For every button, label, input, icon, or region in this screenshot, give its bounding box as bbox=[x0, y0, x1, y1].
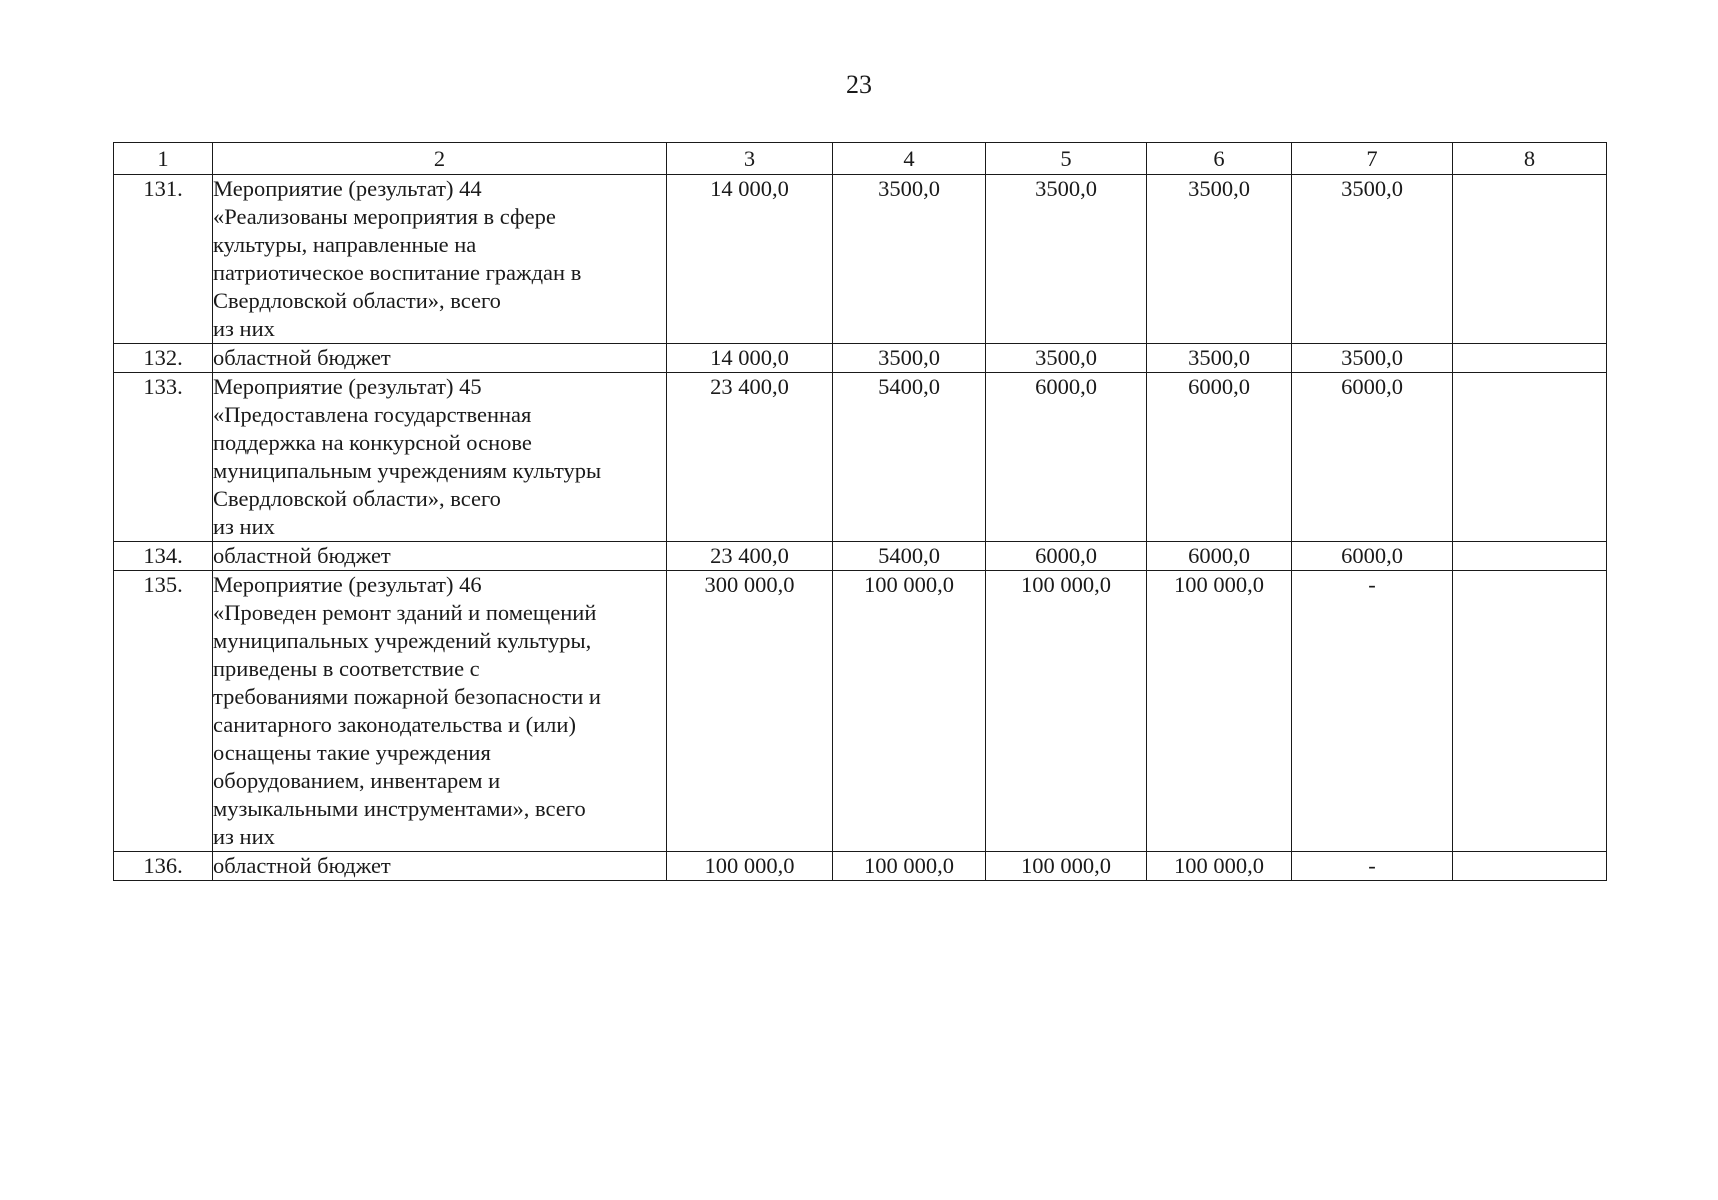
table-row bbox=[114, 175, 1607, 344]
title-line: муниципальным учреждениям культуры bbox=[213, 458, 602, 483]
row-number: 131. bbox=[114, 175, 213, 344]
budget-table bbox=[113, 142, 1607, 881]
column-number-header-row bbox=[114, 143, 1607, 175]
table-row bbox=[114, 852, 1607, 881]
title-line: патриотическое воспитание граждан в bbox=[213, 260, 582, 285]
title-line: оборудованием, инвентарем и bbox=[213, 768, 501, 793]
value-col-5: 3500,0 bbox=[986, 344, 1147, 373]
title-line: из них bbox=[213, 316, 275, 341]
value-col-8 bbox=[1453, 571, 1607, 852]
column-header: 5 bbox=[986, 143, 1147, 175]
row-title bbox=[213, 373, 667, 542]
value-col-6: 3500,0 bbox=[1147, 175, 1292, 344]
value-col-6: 6000,0 bbox=[1147, 542, 1292, 571]
value-col-8 bbox=[1453, 344, 1607, 373]
value-col-3: 14 000,0 bbox=[667, 344, 833, 373]
column-header: 4 bbox=[833, 143, 986, 175]
column-header: 7 bbox=[1292, 143, 1453, 175]
value-col-7: - bbox=[1292, 571, 1453, 852]
value-col-3: 23 400,0 bbox=[667, 542, 833, 571]
row-title: областной бюджет bbox=[213, 852, 667, 881]
title-line: из них bbox=[213, 514, 275, 539]
value-col-3: 300 000,0 bbox=[667, 571, 833, 852]
column-header: 3 bbox=[667, 143, 833, 175]
value-col-3: 14 000,0 bbox=[667, 175, 833, 344]
row-number: 136. bbox=[114, 852, 213, 881]
value-col-8 bbox=[1453, 542, 1607, 571]
column-header: 6 bbox=[1147, 143, 1292, 175]
title-line: Мероприятие (результат) 45 bbox=[213, 374, 482, 399]
value-col-5: 6000,0 bbox=[986, 373, 1147, 542]
title-line: Мероприятие (результат) 44 bbox=[213, 176, 482, 201]
value-col-8 bbox=[1453, 373, 1607, 542]
value-col-7: 3500,0 bbox=[1292, 344, 1453, 373]
value-col-4: 100 000,0 bbox=[833, 852, 986, 881]
title-line: Мероприятие (результат) 46 bbox=[213, 572, 482, 597]
value-col-5: 100 000,0 bbox=[986, 852, 1147, 881]
title-line: поддержка на конкурсной основе bbox=[213, 430, 532, 455]
row-number: 132. bbox=[114, 344, 213, 373]
column-header: 1 bbox=[114, 143, 213, 175]
row-title bbox=[213, 571, 667, 852]
row-title bbox=[213, 175, 667, 344]
table-row bbox=[114, 571, 1607, 852]
value-col-4: 3500,0 bbox=[833, 175, 986, 344]
title-line: «Реализованы мероприятия в сфере bbox=[213, 204, 556, 229]
value-col-6: 3500,0 bbox=[1147, 344, 1292, 373]
value-col-7: 6000,0 bbox=[1292, 373, 1453, 542]
title-line: из них bbox=[213, 824, 275, 849]
row-number: 133. bbox=[114, 373, 213, 542]
value-col-8 bbox=[1453, 852, 1607, 881]
title-line: Свердловской области», всего bbox=[213, 288, 501, 313]
row-title: областной бюджет bbox=[213, 542, 667, 571]
value-col-5: 100 000,0 bbox=[986, 571, 1147, 852]
title-line: «Проведен ремонт зданий и помещений bbox=[213, 600, 597, 625]
title-line: санитарного законодательства и (или) bbox=[213, 712, 576, 737]
table-row bbox=[114, 344, 1607, 373]
value-col-6: 100 000,0 bbox=[1147, 852, 1292, 881]
value-col-3: 23 400,0 bbox=[667, 373, 833, 542]
title-line: приведены в соответствие с bbox=[213, 656, 480, 681]
row-title: областной бюджет bbox=[213, 344, 667, 373]
column-header: 8 bbox=[1453, 143, 1607, 175]
value-col-4: 3500,0 bbox=[833, 344, 986, 373]
table-row bbox=[114, 542, 1607, 571]
title-line: музыкальными инструментами», всего bbox=[213, 796, 586, 821]
title-line: оснащены такие учреждения bbox=[213, 740, 491, 765]
table-row bbox=[114, 373, 1607, 542]
column-header: 2 bbox=[213, 143, 667, 175]
row-number: 135. bbox=[114, 571, 213, 852]
value-col-4: 5400,0 bbox=[833, 542, 986, 571]
value-col-5: 6000,0 bbox=[986, 542, 1147, 571]
value-col-4: 5400,0 bbox=[833, 373, 986, 542]
title-line: «Предоставлена государственная bbox=[213, 402, 532, 427]
value-col-7: 3500,0 bbox=[1292, 175, 1453, 344]
value-col-6: 100 000,0 bbox=[1147, 571, 1292, 852]
value-col-4: 100 000,0 bbox=[833, 571, 986, 852]
value-col-3: 100 000,0 bbox=[667, 852, 833, 881]
row-number: 134. bbox=[114, 542, 213, 571]
title-line: Свердловской области», всего bbox=[213, 486, 501, 511]
value-col-5: 3500,0 bbox=[986, 175, 1147, 344]
value-col-8 bbox=[1453, 175, 1607, 344]
title-line: требованиями пожарной безопасности и bbox=[213, 684, 601, 709]
title-line: культуры, направленные на bbox=[213, 232, 477, 257]
value-col-7: - bbox=[1292, 852, 1453, 881]
value-col-7: 6000,0 bbox=[1292, 542, 1453, 571]
value-col-6: 6000,0 bbox=[1147, 373, 1292, 542]
title-line: муниципальных учреждений культуры, bbox=[213, 628, 592, 653]
page-number: 23 bbox=[846, 70, 872, 99]
